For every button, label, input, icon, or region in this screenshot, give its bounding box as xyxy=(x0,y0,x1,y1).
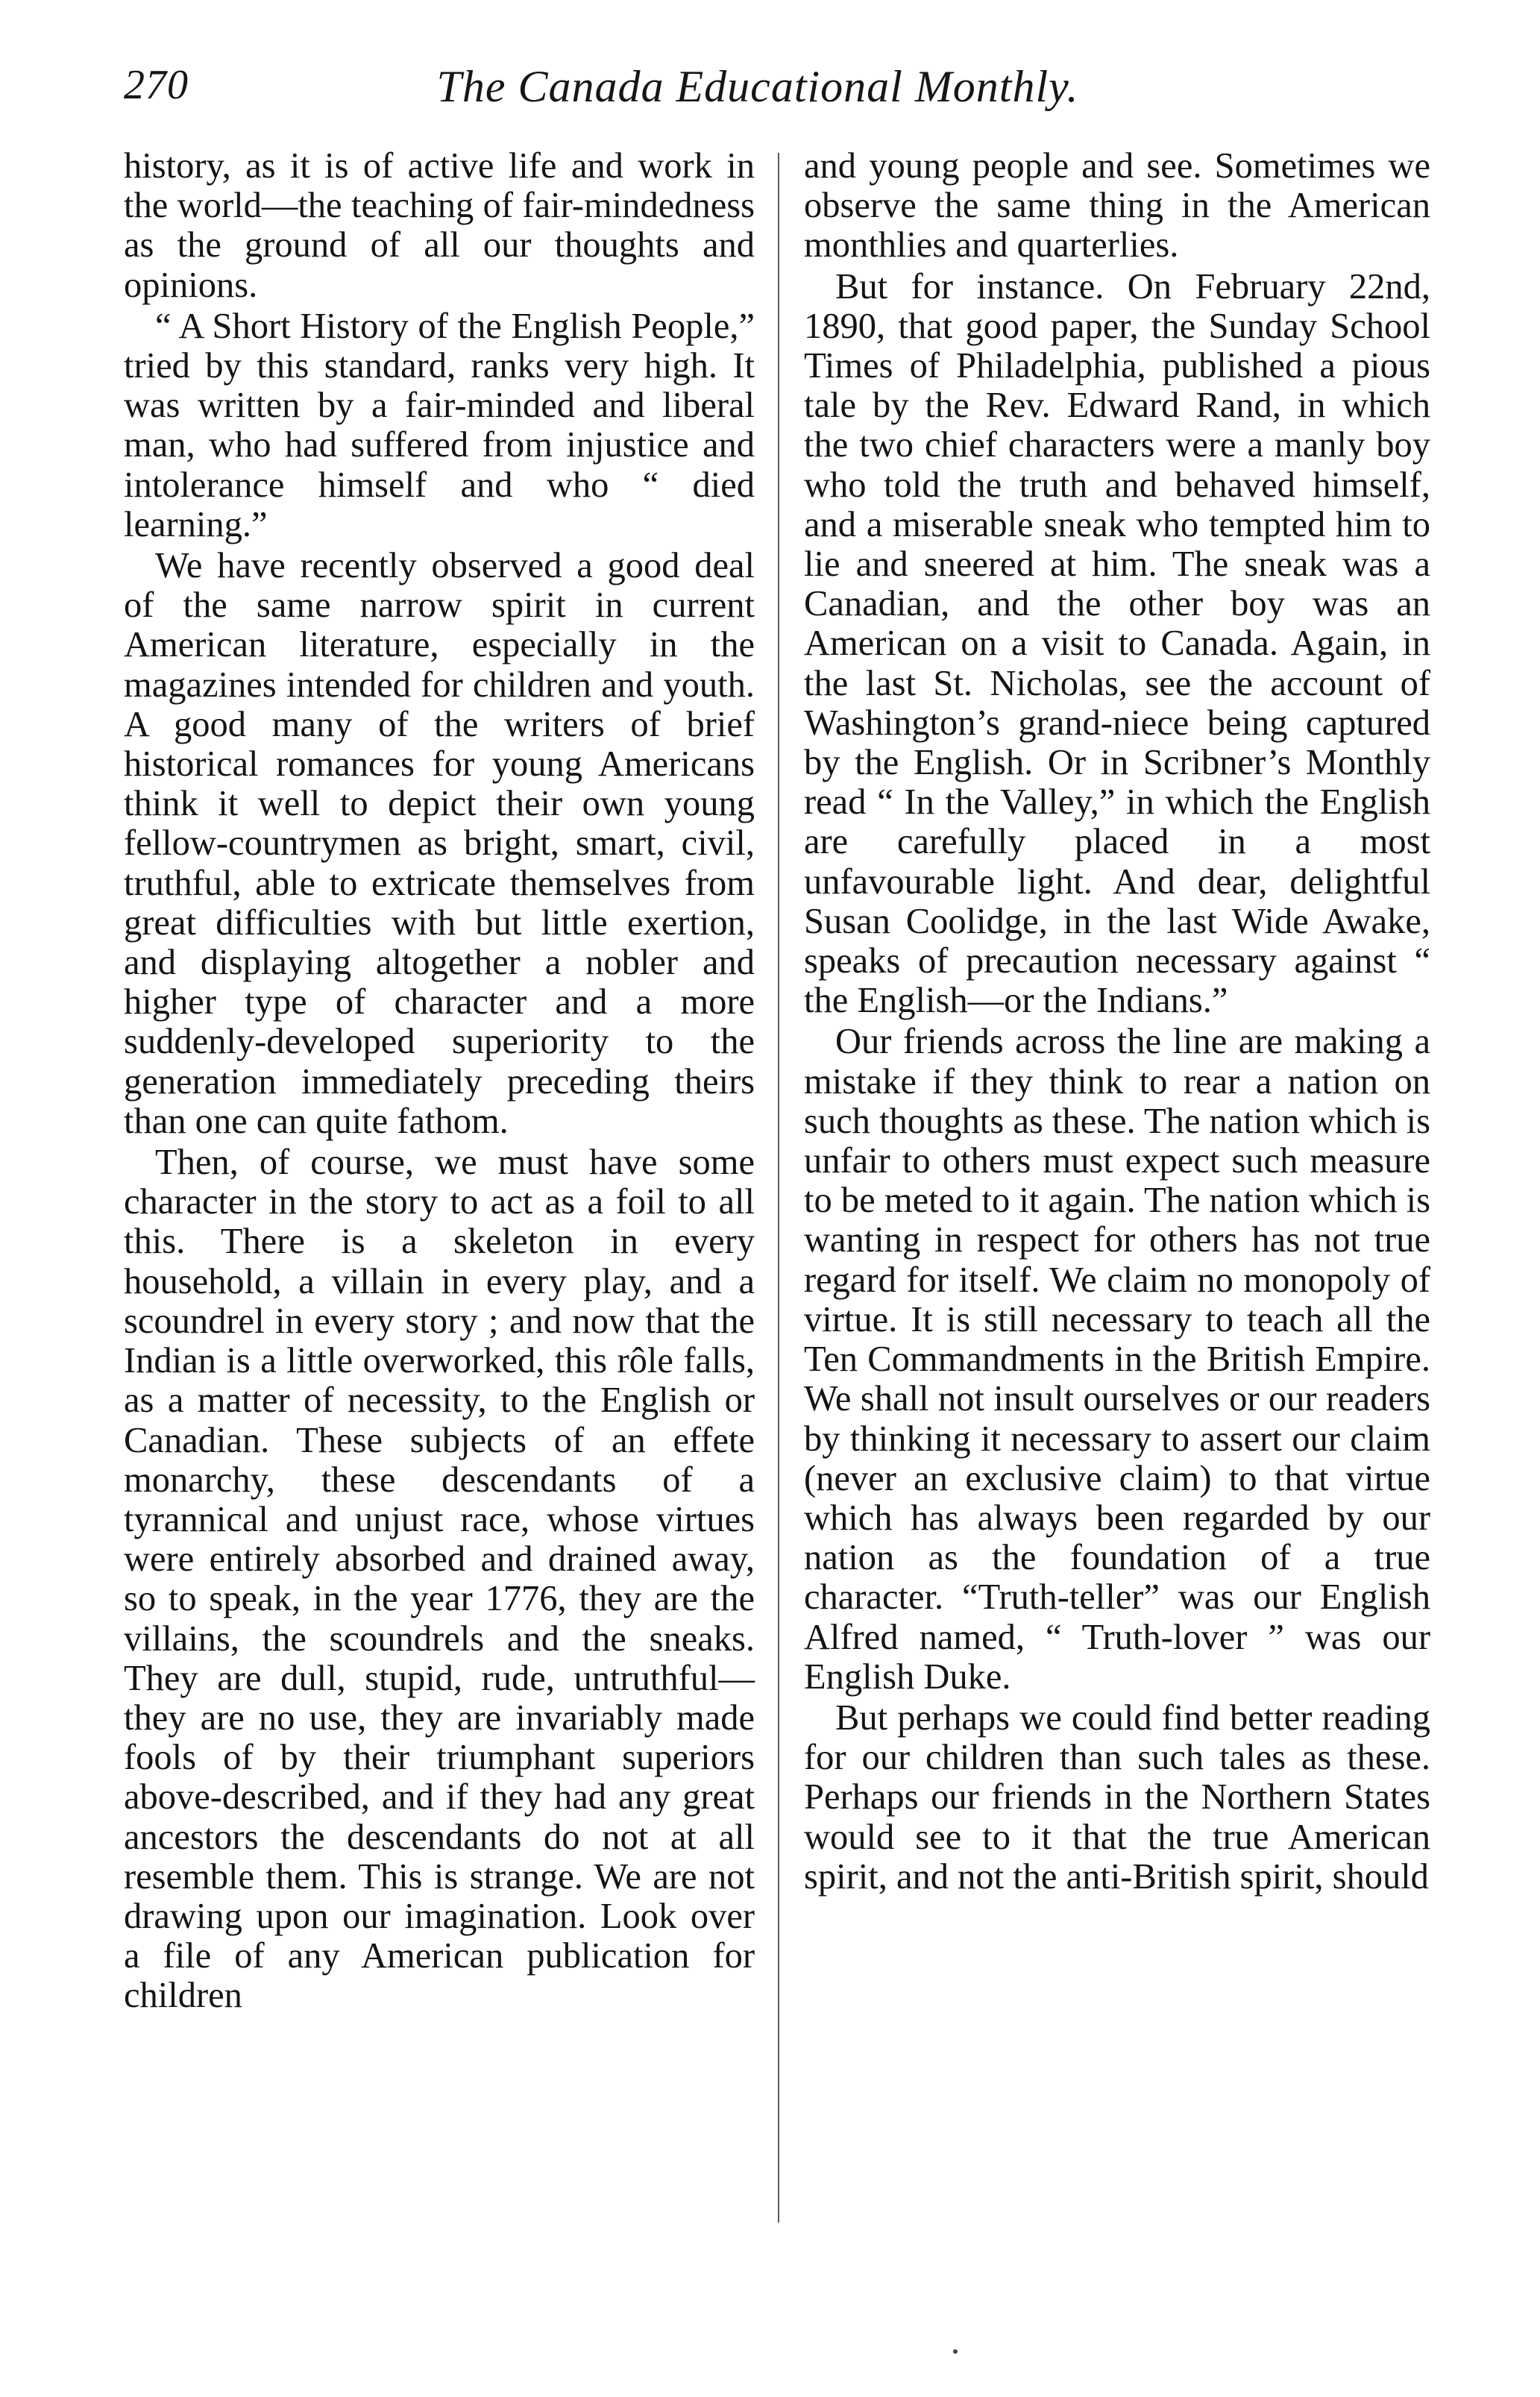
column-divider xyxy=(778,153,779,2222)
running-head xyxy=(124,61,1392,128)
left-paragraph-2: “ A Short History of the English People,” tried by this standard, ranks very high. It was written by a fair-minded and liberal man, who had suffered from injustice and intolerance himself and who “ died learning.” xyxy=(124,306,755,544)
left-paragraph-3: We have recently observed a good deal of the same narrow spirit in current American literature, especially in the magazines intended for children and youth. A good many of the writers of brief historical romances for young Americans think it well to depict their own young fellow-countrymen as bright, smart, civil, truthful, able to extricate themselves from great difficulties with but little exertion, and displaying altogether a nobler and higher type of character and a more suddenly-developed superiority to the generation immediately preceding theirs than one can quite fathom. xyxy=(124,546,755,1141)
left-paragraph-1: history, as it is of active life and work in the world—the teaching of fair-mindedness as the ground of all our thoughts and opinions. xyxy=(124,146,755,305)
left-column xyxy=(124,146,755,2016)
printer-mark xyxy=(953,2349,958,2354)
journal-title: The Canada Educational Monthly. xyxy=(436,62,1079,111)
right-paragraph-3: Our friends across the line are making a mistake if they think to rear a nation on such thoughts as these. The nation which is unfair to others must expect such measure to be meted to it again. The nation which is wanting in respect for others has not true regard for itself. We claim no monopoly of virtue. It is still necessary to teach all the Ten Commandments in the British Empire. We shall not insult ourselves or our readers by thinking it necessary to assert our claim (never an exclusive claim) to that virtue which has always been regarded by our nation as the foundation of a true character. “Truth-teller” was our English Alfred named, “ Truth-lover ” was our English Duke. xyxy=(804,1022,1430,1697)
page-number: 270 xyxy=(124,62,189,108)
left-paragraph-4: Then, of course, we must have some character in the story to act as a foil to all this. There is a skeleton in every household, a villain in every play, and a scoundrel in every story ; and now that the Indian is a little overworked, this rôle falls, as a matter of necessity, to the English or Canadian. These subjects of an effete monarchy, these descendants of a tyrannical and unjust race, whose virtues were entirely absorbed and drained away, so to speak, in the year 1776, they are the villains, the scoundrels and the sneaks. They are dull, stupid, rude, untruthful—they are no use, they are invariably made fools of by their triumphant superiors above-described, and if they had any great ancestors the descendants do not at all resemble them. This is strange. We are not drawing upon our imagination. Look over a file of any American publication for children xyxy=(124,1143,755,2016)
right-paragraph-1: and young people and see. Sometimes we observe the same thing in the American monthlies and quarterlies. xyxy=(804,146,1430,266)
right-paragraph-2: But for instance. On February 22nd, 1890, that good paper, the Sunday School Times of Philadelphia, published a pious tale by the Rev. Edward Rand, in which the two chief characters were a manly boy who told the truth and behaved himself, and a miserable sneak who tempted him to lie and sneered at him. The sneak was a Canadian, and the other boy was an American on a visit to Canada. Again, in the last St. Nicholas, see the account of Washington’s grand-niece being captured by the English. Or in Scribner’s Monthly read “ In the Valley,” in which the English are carefully placed in a most unfavourable light. And dear, delightful Susan Coolidge, in the last Wide Awake, speaks of precaution necessary against “ the English—or the Indians.” xyxy=(804,266,1430,1021)
right-paragraph-4: But perhaps we could find better reading for our children than such tales as these. Perhaps our friends in the Northern States would see to it that the true American spirit, and not the anti-British spirit, should xyxy=(804,1697,1430,1897)
right-column xyxy=(804,146,1430,1897)
